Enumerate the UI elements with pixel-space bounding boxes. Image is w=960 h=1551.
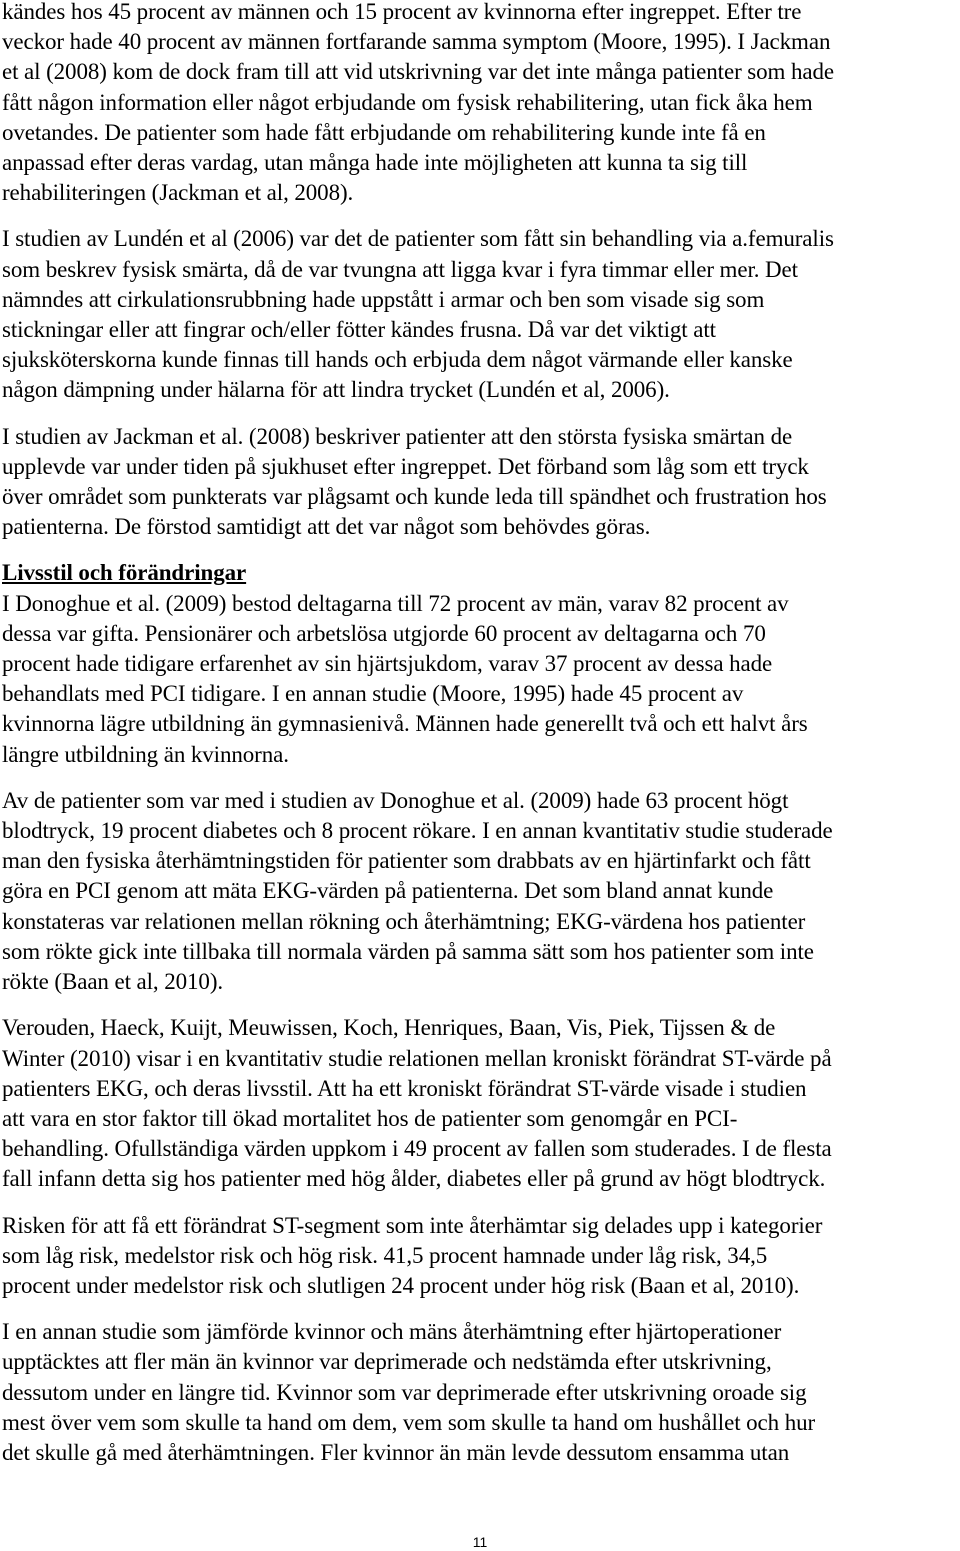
text-line: upplevde var under tiden på sjukhuset efter ingreppet. Det förband som låg som ett tryck: [2, 453, 809, 479]
text-line: anpassad efter deras vardag, utan många hade inte möjligheten att kunna ta sig till: [2, 150, 748, 176]
text-line: man den fysiska återhämtningstiden för patienter som drabbats av en hjärtinfarkt och fått: [2, 848, 811, 874]
text-line: I en annan studie som jämförde kvinnor och mäns återhämtning efter hjärtoperationer: [2, 1319, 782, 1345]
text-line: patienters EKG, och deras livsstil. Att ha ett kroniskt förändrat ST-värde visade i studien: [2, 1075, 807, 1101]
text-line: blodtryck, 19 procent diabetes och 8 procent rökare. I en annan kvantitativ studie studerade: [2, 818, 833, 844]
paragraph-gender-recovery: [2, 1317, 960, 1468]
text-line: kändes hos 45 procent av männen och 15 procent av kvinnorna efter ingreppet. Efter tre: [2, 0, 802, 24]
text-line: göra en PCI genom att mäta EKG-värden på patienterna. Det som bland annat kunde: [2, 878, 774, 904]
text-line: procent under medelstor risk och slutligen 24 procent under hög risk (Baan et al, 2010).: [2, 1272, 800, 1298]
section-heading: Livsstil och förändringar: [2, 560, 247, 586]
paragraph-donoghue-baan: [2, 786, 960, 997]
paragraph-risk-categories: [2, 1211, 960, 1302]
text-line: behandling. Ofullständiga värden uppkom i 49 procent av fallen som studerades. I de flesta: [2, 1136, 832, 1162]
text-line: patienterna. De förstod samtidigt att det var något som behövdes göras.: [2, 514, 651, 540]
text-line: Winter (2010) visar i en kvantitativ studie relationen mellan kroniskt förändrat ST-värde på: [2, 1045, 832, 1071]
text-line: et al (2008) kom de dock fram till att vid utskrivning var det inte många patienter som hade: [2, 59, 834, 85]
text-line: längre utbildning än kvinnorna.: [2, 741, 289, 767]
paragraph-jackman-pain: [2, 422, 960, 543]
paragraph-verouden: [2, 1013, 960, 1194]
text-line: stickningar eller att fingrar och/eller fötter kändes frusna. Då var det viktigt att: [2, 317, 716, 343]
text-line: över området som punkterats var plågsamt och kunde leda till spändhet och frustration hos: [2, 484, 827, 510]
text-line: sjuksköterskorna kunde finnas till hands och erbjuda dem något värmande eller kanske: [2, 347, 793, 373]
document-page: [2, 0, 960, 1484]
text-line: det skulle gå med återhämtningen. Fler kvinnor än män levde dessutom ensamma utan: [2, 1439, 790, 1465]
text-line: Risken för att få ett förändrat ST-segment som inte återhämtar sig delades upp i kategorier: [2, 1212, 823, 1238]
page-number: 11: [472, 1534, 488, 1550]
section-lifestyle: [2, 558, 960, 769]
text-line: att vara en stor faktor till ökad mortalitet hos de patienter som genomgår en PCI-: [2, 1105, 738, 1131]
text-line: ovetandes. De patienter som hade fått erbjudande om rehabilitering kunde inte få en: [2, 119, 766, 145]
text-line: Verouden, Haeck, Kuijt, Meuwissen, Koch, Henriques, Baan, Vis, Piek, Tijssen & de: [2, 1015, 776, 1041]
text-line: I studien av Jackman et al. (2008) beskriver patienter att den största fysiska smärtan de: [2, 423, 793, 449]
text-line: I Donoghue et al. (2009) bestod deltagarna till 72 procent av män, varav 82 procent av: [2, 590, 789, 616]
text-line: någon dämpning under hälarna för att lindra trycket (Lundén et al, 2006).: [2, 377, 670, 403]
text-line: rökte (Baan et al, 2010).: [2, 969, 224, 995]
text-line: fall infann detta sig hos patienter med hög ålder, diabetes eller på grund av högt blodtryck.: [2, 1166, 826, 1192]
text-line: som låg risk, medelstor risk och hög risk. 41,5 procent hamnade under låg risk, 34,5: [2, 1242, 768, 1268]
paragraph-lunden-study: [2, 224, 960, 405]
text-line: upptäcktes att fler män än kvinnor var deprimerade och nedstämda efter utskrivning,: [2, 1349, 772, 1375]
text-line: nämndes att cirkulationsrubbning hade uppstått i armar och ben som visade sig som: [2, 286, 765, 312]
text-line: dessutom under en längre tid. Kvinnor som var deprimerade efter utskrivning oroade sig: [2, 1379, 807, 1405]
text-line: veckor hade 40 procent av männen fortfarande samma symptom (Moore, 1995). I Jackman: [2, 29, 831, 55]
text-line: fått någon information eller något erbjudande om fysisk rehabilitering, utan fick åka hem: [2, 89, 813, 115]
text-line: mest över vem som skulle ta hand om dem, vem som skulle ta hand om hushållet och hur: [2, 1409, 816, 1435]
paragraph-jackman-rehabilitation: [2, 0, 960, 208]
text-line: konstateras var relationen mellan rökning och återhämtning; EKG-värdena hos patienter: [2, 908, 806, 934]
text-line: som rökte gick inte tillbaka till normala värden på samma sätt som hos patienter som inte: [2, 938, 814, 964]
text-line: behandlats med PCI tidigare. I en annan studie (Moore, 1995) hade 45 procent av: [2, 681, 744, 707]
text-line: som beskrev fysisk smärta, då de var tvungna att ligga kvar i fyra timmar eller mer. Det: [2, 256, 798, 282]
text-line: Av de patienter som var med i studien av Donoghue et al. (2009) hade 63 procent högt: [2, 787, 789, 813]
text-line: I studien av Lundén et al (2006) var det de patienter som fått sin behandling via a.femuralis: [2, 226, 834, 252]
text-line: dessa var gifta. Pensionärer och arbetslösa utgjorde 60 procent av deltagarna och 70: [2, 620, 766, 646]
text-line: kvinnorna lägre utbildning än gymnasienivå. Männen hade generellt två och ett halvt års: [2, 711, 808, 737]
text-line: procent hade tidigare erfarenhet av sin hjärtsjukdom, varav 37 procent av dessa hade: [2, 651, 773, 677]
text-line: rehabiliteringen (Jackman et al, 2008).: [2, 180, 354, 206]
